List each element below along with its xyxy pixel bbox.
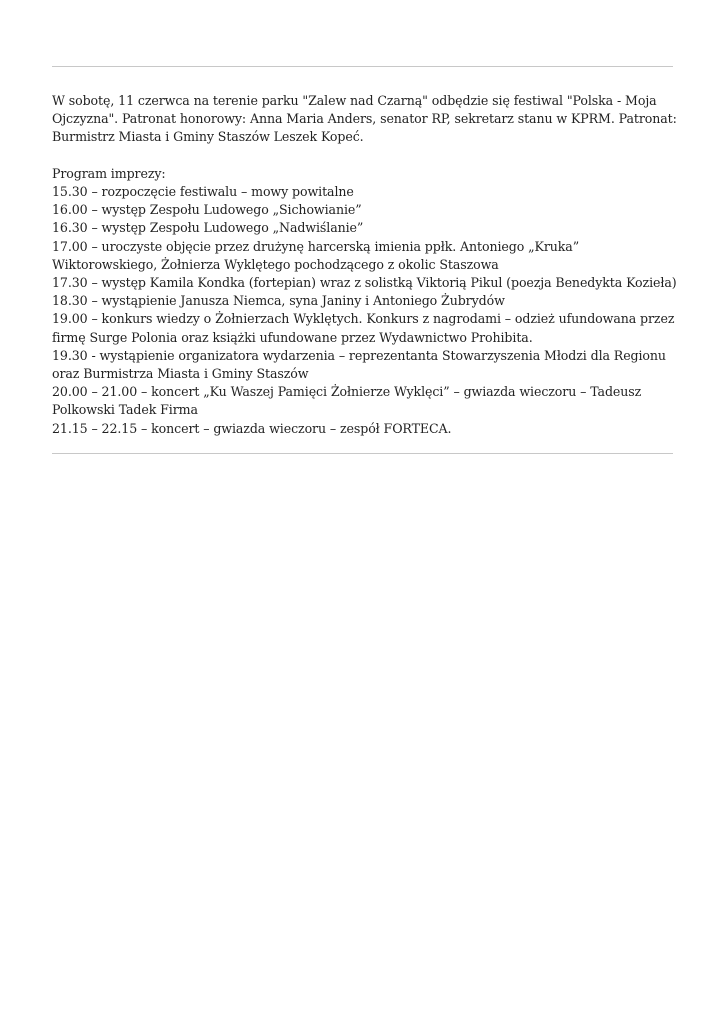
program-item: 15.30 – rozpoczęcie festiwalu – mowy powitalne xyxy=(52,184,354,199)
program-item: 16.30 – występ Zespołu Ludowego „Nadwiślanie” xyxy=(52,220,364,236)
top-divider xyxy=(52,66,673,67)
program-item: 18.30 – wystąpienie Janusza Niemca, syna Janiny i Antoniego Żubrydów xyxy=(52,293,505,309)
article-intro: W sobotę, 11 czerwca na terenie parku "Zalew nad Czarną" odbędzie się festiwal "Polska - Moja Ojczyzna". Patronat honorowy: Anna Maria Anders, senator RP, sekretarz stanu w KPRM. Patronat: Burmistrz Miasta i Gminy Staszów Leszek Kopeć. xyxy=(52,93,677,145)
article-body xyxy=(52,92,678,438)
bottom-divider xyxy=(52,453,673,454)
program-item: 17.00 – uroczyste objęcie przez drużynę harcerską imienia ppłk. Antoniego „Kruka” Wiktorowskiego, Żołnierza Wyklętego pochodzącego z okolic Staszowa xyxy=(52,238,580,272)
program-item: 21.15 – 22.15 – koncert – gwiazda wieczoru – zespół FORTECA. xyxy=(52,420,452,436)
program-list xyxy=(52,183,678,438)
program-heading: Program imprezy: xyxy=(52,165,166,181)
program-item: 20.00 – 21.00 – koncert „Ku Waszej Pamięci Żołnierze Wyklęci” – gwiazda wieczoru – Tadeusz Polkowski Tadek Firma xyxy=(52,384,642,418)
program-item: 19.00 – konkurs wiedzy o Żołnierzach Wyklętych. Konkurs z nagrodami – odzież ufundowana przez firmę Surge Polonia oraz książki ufundowane przez Wydawnictwo Prohibita. xyxy=(52,311,675,345)
program-item: 16.00 – występ Zespołu Ludowego „Sichowianie” xyxy=(52,202,362,218)
program-item: 19.30 - wystąpienie organizatora wydarzenia – reprezentanta Stowarzyszenia Młodzi dla Regionu oraz Burmistrza Miasta i Gminy Staszów xyxy=(52,347,666,382)
program-item: 17.30 – występ Kamila Kondka (fortepian) wraz z solistką Viktorią Pikul (poezja Benedykta Kozieła) xyxy=(52,275,677,291)
